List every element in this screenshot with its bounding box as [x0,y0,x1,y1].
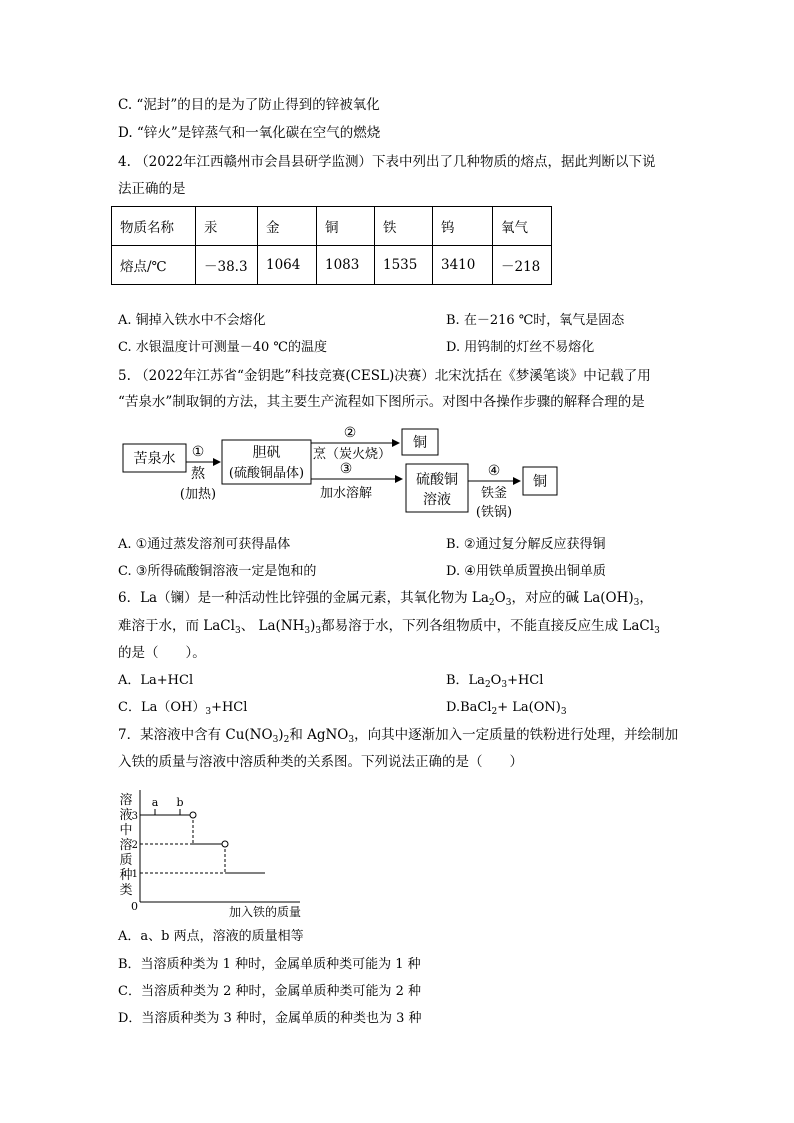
q6-stem-line3: 的是（ ）。 [118,645,206,661]
y-axis-label-char: 质 [119,853,133,868]
open-point [190,812,196,818]
table-cell: 氧气 [493,207,552,246]
q6-option-d: D.BaCl$_2$+ $La(ON)_3$ [446,700,567,717]
y-tick-label: 1 [131,869,138,880]
flow-step-sublabel: (加热) [179,487,217,502]
q6-option-a: A．La+HCl [118,673,194,688]
flow-box-label: 铜 [533,474,547,490]
y-axis-label-char: 溶 [119,838,133,853]
q7-stem-line1: 7．某溶液中含有 $Cu(NO_3)_2$和 AgNO$_3$，向其中逐渐加入一定质量的铁粉进行处理，并绘制加 [118,727,679,745]
table-cell: 汞 [196,207,258,246]
flow-step-number: ① [191,444,205,460]
q6-option-b: B．$La_2O_3+HCl$ [446,673,544,690]
x-axis-label: 加入铁的质量 [228,905,302,919]
flow-step-label: 烹（炭火烧） [312,447,392,462]
table-cell: 1083 [317,246,375,285]
y-tick-label: 2 [131,840,138,851]
q4-option-d: D. 用钨制的灯丝不易熔化 [446,340,595,355]
flow-box-label: 苦泉水 [133,451,176,467]
flow-step-label: 铁釜 [480,486,508,501]
flow-step-label: 加水溶解 [319,486,373,501]
q3-option-c: C. “泥封”的目的是为了防止得到的锌被氧化 [118,97,380,113]
flow-box-label: 硫酸铜 [416,472,458,488]
table-cell: －38.3 [196,246,258,285]
flow-step-number: ④ [487,463,501,479]
table-cell: 熔点/℃ [112,246,196,285]
q5-stem-line1: 5. （2022年江苏省“金钥匙”科技竞赛(CESL)决赛）北宋沈括在《梦溪笔谈》中记载了用 [118,368,651,384]
point-label: a [151,796,159,809]
flow-step-label: 熬 [191,466,205,482]
flow-box-label: 胆矾 [252,445,281,461]
q3-option-d: D. “锌火”是锌蒸气和一氧化碳在空气的燃烧 [118,125,381,141]
q6-option-c: C．$La(OH)_3+HCl$ [118,700,248,717]
flow-box-label: 溶液 [423,492,451,508]
q5-option-a: A. ①通过蒸发溶剂可获得晶体 [118,537,291,552]
table-cell: 金 [258,207,317,246]
flow-box-label: (硫酸铜晶体) [228,466,305,481]
table-cell: －218 [493,246,552,285]
y-tick-label: 3 [131,811,138,822]
point-label: b [176,796,184,809]
flow-step-number: ③ [339,461,353,477]
table-cell: 铁 [375,207,433,246]
q4-option-b: B. 在－216 ℃时，氧气是固态 [446,313,625,328]
q7-option-a: A．a、b 两点，溶液的质量相等 [118,929,304,944]
open-point [222,841,228,847]
q4-option-a: A. 铜掉入铁水中不会熔化 [118,313,266,328]
y-axis-label-char: 液 [119,808,133,823]
q4-option-c: C. 水银温度计可测量－40 ℃的温度 [118,340,327,355]
q7-option-d: D．当溶质种类为 3 种时，金属单质的种类也为 3 种 [118,1011,422,1026]
table-cell: 1064 [258,246,317,285]
flow-step-number: ② [343,425,357,441]
q5-option-b: B. ②通过复分解反应获得铜 [446,537,606,552]
table-cell: 物质名称 [112,207,196,246]
q7-option-b: B．当溶质种类为 1 种时，金属单质种类可能为 1 种 [118,957,421,972]
y-axis-label-char: 种 [119,868,133,883]
flow-step-sublabel: (铁锅) [475,505,513,520]
table-cell: 1535 [375,246,433,285]
q5-stem-line2: “苦泉水”制取铜的方法，其主要生产流程如下图所示。对图中各操作步骤的解释合理的是 [118,394,645,410]
q6-stem-line2: 难溶于水，而 LaCl$_3$、 $La(NH_3)_3$都易溶于水，下列各组物质中，不能直接反应生成 LaCl$_3$ [118,618,660,636]
table-cell: 3410 [433,246,493,285]
q5-option-c: C. ③所得硫酸铜溶液一定是饱和的 [118,564,317,579]
q4-stem-line1: 4. （2022年江西赣州市会昌县研学监测）下表中列出了几种物质的熔点，据此判断以下说 [118,154,656,170]
origin-label: 0 [131,900,138,913]
table-cell: 铜 [317,207,375,246]
q7-stem-line2: 入铁的质量与溶液中溶质种类的关系图。下列说法正确的是（ ） [118,754,523,770]
y-axis-label-char: 类 [119,883,133,898]
flow-box-label: 铜 [413,435,427,451]
q6-stem-line1: 6．La（镧）是一种活动性比锌强的金属元素，其氧化物为 $La_2O_3$，对应的碱 $La(OH)_3$， [118,590,653,608]
y-axis-label-char: 溶 [119,793,133,808]
q5-option-d: D. ④用铁单质置换出铜单质 [446,564,606,579]
q4-stem-line2: 法正确的是 [118,181,186,197]
y-axis-label-char: 中 [119,823,133,838]
q7-option-c: C．当溶质种类为 2 种时，金属单质种类可能为 2 种 [118,984,422,999]
table-cell: 钨 [433,207,493,246]
